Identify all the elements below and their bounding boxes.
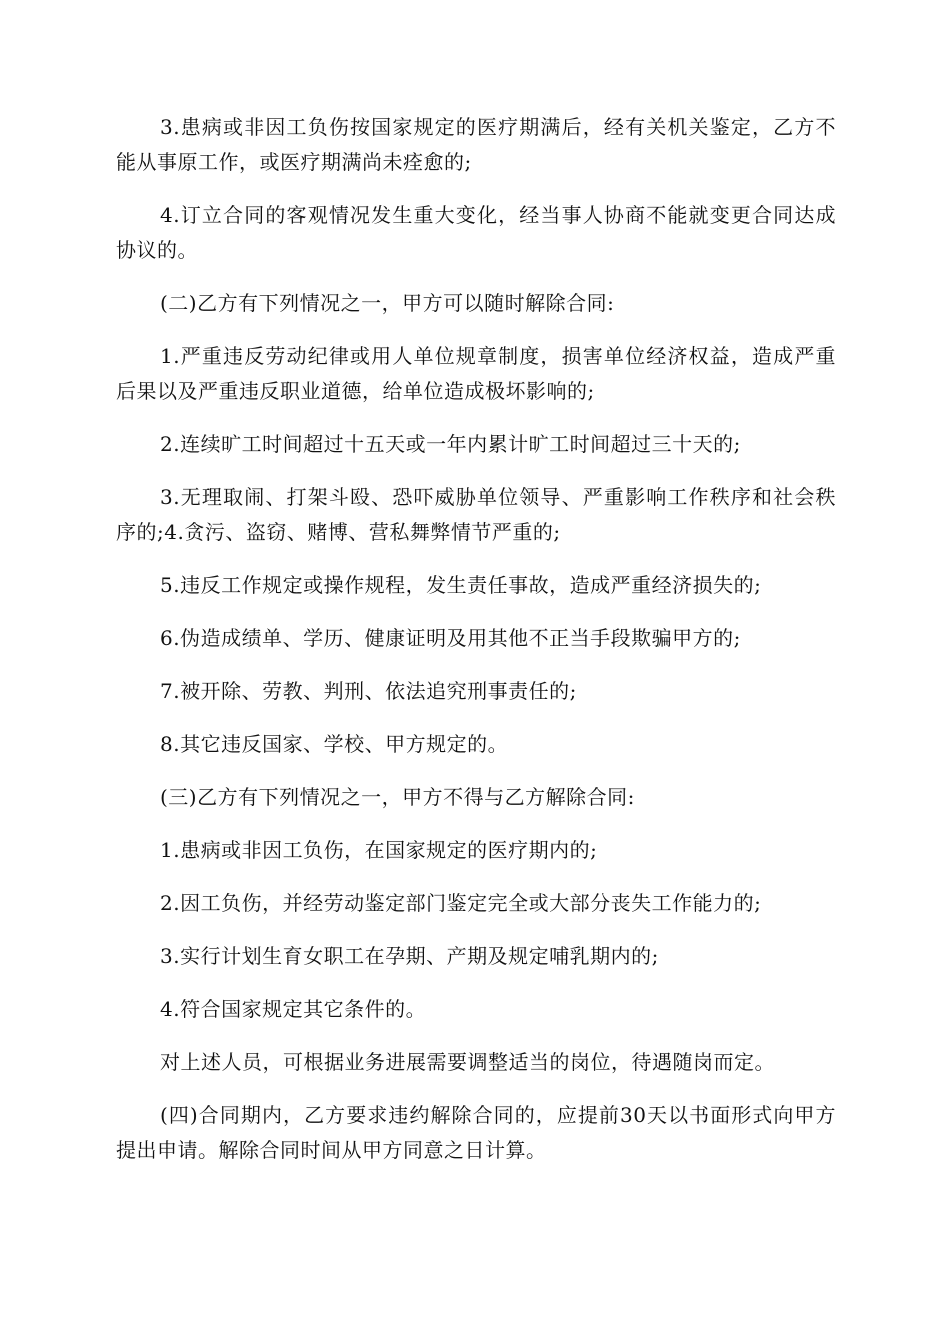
paragraph-section-4-termination: (四)合同期内，乙方要求违约解除合同的，应提前30天以书面形式向甲方提出申请。解除合同时间从甲方同意之日计算。	[116, 1103, 836, 1162]
paragraph-section-3-heading: (三)乙方有下列情况之一，甲方不得与乙方解除合同:	[160, 785, 635, 809]
paragraph-clause-6-fraud: 6.伪造成绩单、学历、健康证明及用其他不正当手段欺骗甲方的;	[160, 626, 741, 650]
paragraph-clause-2-absenteeism: 2.连续旷工时间超过十五天或一年内累计旷工时间超过三十天的;	[160, 432, 741, 456]
document-body	[116, 110, 836, 1186]
paragraph-protected-clause-2: 2.因工负伤，并经劳动鉴定部门鉴定完全或大部分丧失工作能力的;	[160, 891, 762, 915]
paragraph-clause-7-criminal: 7.被开除、劳教、判刑、依法追究刑事责任的;	[160, 679, 577, 703]
paragraph-clause-1-discipline: 1.严重违反劳动纪律或用人单位规章制度，损害单位经济权益，造成严重后果以及严重违反职业道德，给单位造成极坏影响的;	[116, 344, 836, 403]
paragraph-section-2-heading: (二)乙方有下列情况之一，甲方可以随时解除合同:	[160, 291, 615, 315]
paragraph-clause-3-illness: 3.患病或非因工负伤按国家规定的医疗期满后，经有关机关鉴定，乙方不能从事原工作，或医疗期满尚未痊愈的;	[116, 115, 836, 174]
paragraph-clause-3-4-misconduct: 3.无理取闹、打架斗殴、恐吓威胁单位领导、严重影响工作秩序和社会秩序的;4.贪污、盗窃、赌博、营私舞弊情节严重的;	[116, 485, 836, 544]
paragraph-protected-clause-4: 4.符合国家规定其它条件的。	[160, 997, 427, 1021]
paragraph-protected-clause-3: 3.实行计划生育女职工在孕期、产期及规定哺乳期内的;	[160, 944, 659, 968]
paragraph-clause-8-other: 8.其它违反国家、学校、甲方规定的。	[160, 732, 509, 756]
paragraph-clause-5-violation: 5.违反工作规定或操作规程，发生责任事故，造成严重经济损失的;	[160, 573, 762, 597]
paragraph-adjustment-note: 对上述人员，可根据业务进展需要调整适当的岗位，待遇随岗而定。	[160, 1050, 775, 1074]
paragraph-protected-clause-1: 1.患病或非因工负伤，在国家规定的医疗期内的;	[160, 838, 598, 862]
paragraph-clause-4-circumstance-change: 4.订立合同的客观情况发生重大变化，经当事人协商不能就变更合同达成协议的。	[116, 203, 836, 262]
